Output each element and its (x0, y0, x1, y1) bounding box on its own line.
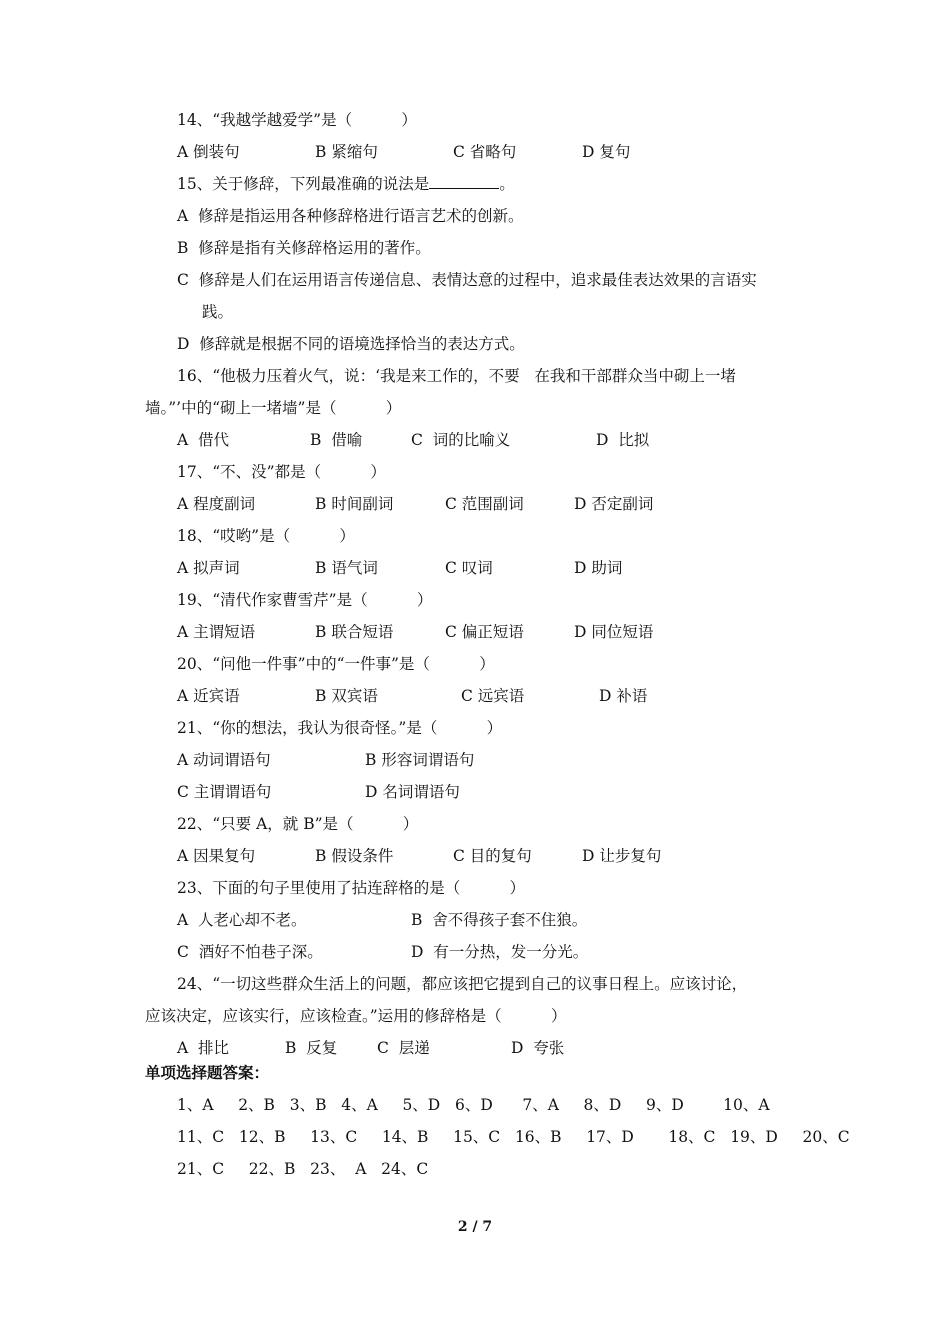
question-22-stem: 22、“只要 A，就 B”是（ ） (177, 815, 419, 833)
answers-row-3: 21、C 22、B 23、 A 24、C (177, 1160, 429, 1178)
question-22-option-b: B 假设条件 (315, 847, 394, 865)
question-24-option-a: A 排比 (177, 1039, 230, 1057)
question-16-option-b: B 借喻 (310, 431, 363, 449)
question-24-stem-line1: 24、“一切这些群众生活上的问题，都应该把它提到自己的议事日程上。应该讨论， (177, 975, 748, 993)
question-21-option-b: B 形容词谓语句 (365, 751, 475, 769)
question-17-option-b: B 时间副词 (315, 495, 394, 513)
question-17-option-c: C 范围副词 (445, 495, 524, 513)
question-15-stem-text: 15、关于修辞，下列最准确的说法是 (177, 175, 430, 193)
question-15-option-b: B 修辞是指有关修辞格运用的著作。 (177, 239, 431, 257)
question-15-option-a: A 修辞是指运用各种修辞格进行语言艺术的创新。 (177, 207, 524, 225)
question-23-stem: 23、下面的句子里使用了拈连辞格的是（ ） (177, 879, 525, 897)
question-22-option-a: A 因果复句 (177, 847, 256, 865)
answers-row-1: 1、A 2、B 3、B 4、A 5、D 6、D 7、A 8、D 9、D 10、A (177, 1096, 770, 1114)
answers-row-2: 11、C 12、B 13、C 14、B 15、C 16、B 17、D 18、C 19、D 20、C (177, 1128, 850, 1146)
question-14-option-a: A 倒装句 (177, 143, 240, 161)
question-24-stem-line2: 应该决定，应该实行，应该检查。”运用的修辞格是（ ） (145, 1007, 567, 1025)
question-21-option-d: D 名词谓语句 (365, 783, 460, 801)
question-17-option-a: A 程度副词 (177, 495, 256, 513)
question-20-option-c: C 远宾语 (461, 687, 525, 705)
question-23-option-d: D 有一分热，发一分光。 (411, 943, 589, 961)
question-23-option-c: C 酒好不怕巷子深。 (177, 943, 323, 961)
question-16-option-d: D 比拟 (596, 431, 650, 449)
question-20-option-b: B 双宾语 (315, 687, 378, 705)
question-21-stem: 21、“你的想法，我认为很奇怪。”是（ ） (177, 719, 503, 737)
question-17-stem: 17、“不、没”都是（ ） (177, 463, 386, 481)
question-20-stem: 20、“问他一件事”中的“一件事”是（ ） (177, 655, 495, 673)
question-18-option-c: C 叹词 (445, 559, 493, 577)
question-18-option-b: B 语气词 (315, 559, 378, 577)
question-19-option-d: D 同位短语 (574, 623, 654, 641)
question-19-option-b: B 联合短语 (315, 623, 394, 641)
question-14-option-c: C 省略句 (453, 143, 517, 161)
question-15-stem-end: 。 (499, 175, 515, 193)
question-19-option-a: A 主谓短语 (177, 623, 256, 641)
question-22-option-c: C 目的复句 (453, 847, 532, 865)
question-16-option-a: A 借代 (177, 431, 230, 449)
question-23-option-b: B 舍不得孩子套不住狼。 (411, 911, 588, 929)
answer-blank (429, 174, 499, 189)
question-15-option-d: D 修辞就是根据不同的语境选择恰当的表达方式。 (177, 335, 525, 353)
question-14-option-d: D 复句 (582, 143, 631, 161)
question-16-stem-line1: 16、“他极力压着火气，说：‘我是来工作的，不要 在我和干部群众当中砌上一堵 (177, 367, 736, 385)
question-15-option-c-line2: 践。 (202, 303, 234, 321)
question-23-option-a: A 人老心却不老。 (177, 911, 307, 929)
question-16-option-c: C 词的比喻义 (411, 431, 511, 449)
question-14-option-b: B 紧缩句 (315, 143, 378, 161)
question-24-option-b: B 反复 (285, 1039, 338, 1057)
question-21-option-c: C 主谓谓语句 (177, 783, 272, 801)
answers-heading: 单项选择题答案： (145, 1064, 270, 1082)
question-18-option-d: D 助词 (574, 559, 623, 577)
question-18-option-a: A 拟声词 (177, 559, 240, 577)
question-20-option-a: A 近宾语 (177, 687, 240, 705)
question-19-option-c: C 偏正短语 (445, 623, 524, 641)
question-24-option-d: D 夸张 (511, 1039, 565, 1057)
question-19-stem: 19、“清代作家曹雪芹”是（ ） (177, 591, 433, 609)
question-15-option-c-line1: C 修辞是人们在运用语言传递信息、表情达意的过程中，追求最佳表达效果的言语实 (177, 271, 757, 289)
question-16-stem-line2: 墙。”’中的“砌上一堵墙”是（ ） (145, 399, 402, 417)
question-21-option-a: A 动词谓语句 (177, 751, 271, 769)
question-15-stem (177, 174, 515, 194)
question-17-option-d: D 否定副词 (574, 495, 654, 513)
question-18-stem: 18、“哎哟”是（ ） (177, 527, 355, 545)
question-20-option-d: D 补语 (599, 687, 648, 705)
question-14-stem: 14、“我越学越爱学”是（ ） (177, 111, 417, 129)
question-22-option-d: D 让步复句 (582, 847, 662, 865)
page-number: 2 / 7 (457, 1219, 493, 1235)
question-24-option-c: C 层递 (377, 1039, 430, 1057)
